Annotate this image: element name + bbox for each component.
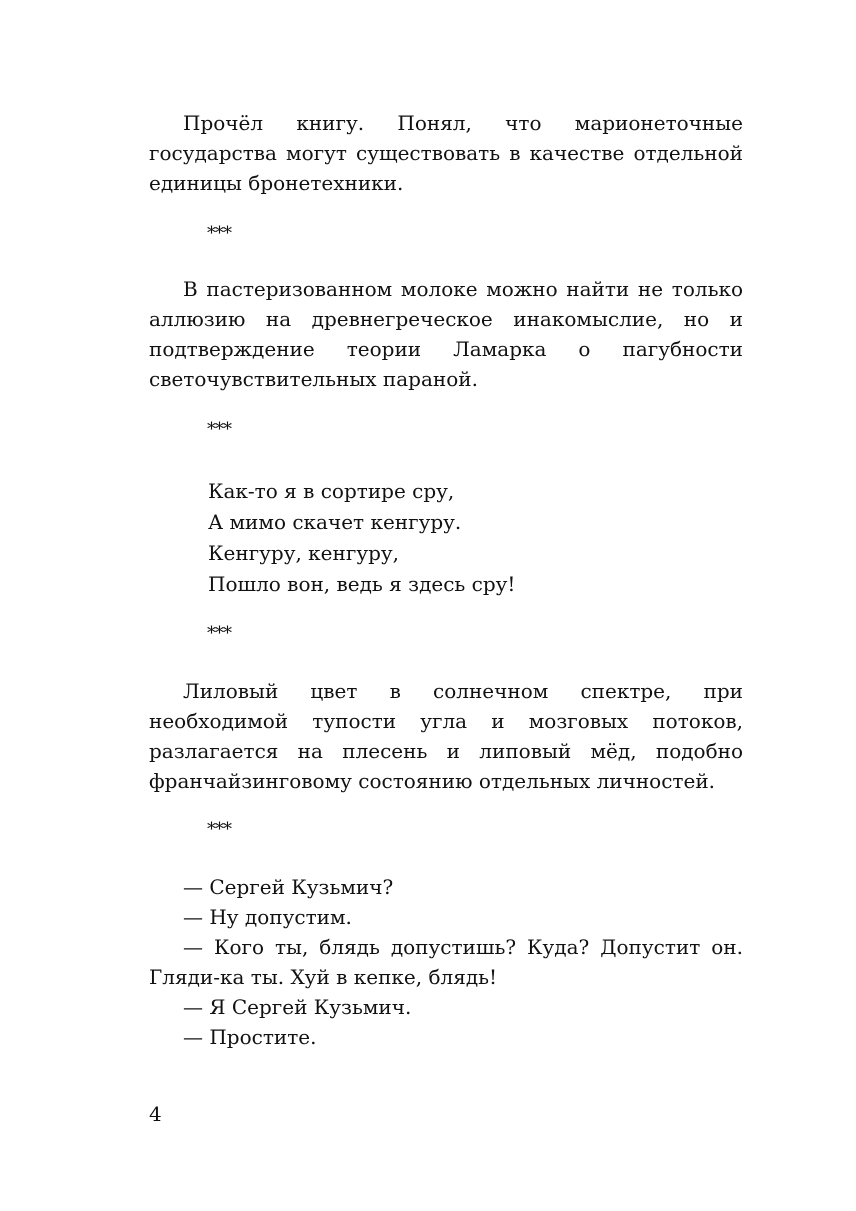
paragraph-text: Прочёл книгу. Понял, что марионеточные государства могут существовать в качестве отдельной единицы бронетехники. [149,111,743,195]
dialog [149,872,743,1052]
page-number: 4 [149,1102,162,1126]
dialog-line: — Простите. [183,1025,317,1049]
poem-line: Кенгуру, кенгуру, [208,541,400,565]
poem-line: А мимо скачет кенгуру. [208,510,462,534]
section-separator: *** [207,223,231,244]
paragraph-text: Лиловый цвет в солнечном спектре, при необходимой тупости угла и мозговых потоков, разлагается на плесень и липовый мёд, подобно франчайзинговому состоянию отдельных личностей. [149,679,743,793]
poem [208,476,515,600]
section-separator: *** [207,623,231,644]
poem-line: Как-то я в сортире сру, [208,479,455,503]
dialog-line: — Кого ты, блядь допустишь? Куда? Допустит он. Гляди-ка ты. Хуй в кепке, блядь! [149,935,743,989]
dialog-line: — Сергей Кузьмич? [183,875,394,899]
section-separator: *** [207,819,231,840]
paragraph-3 [149,676,743,796]
section-separator: *** [207,419,231,440]
dialog-line: — Ну допустим. [183,905,352,929]
paragraph-1 [149,108,743,198]
poem-line: Пошло вон, ведь я здесь сру! [208,572,516,596]
paragraph-2 [149,274,743,394]
paragraph-text: В пастеризованном молоке можно найти не только аллюзию на древнегреческое инакомыслие, но и подтверждение теории Ламарка о пагубности светочувствительных параной. [149,277,743,391]
dialog-line: — Я Сергей Кузьмич. [183,995,412,1019]
